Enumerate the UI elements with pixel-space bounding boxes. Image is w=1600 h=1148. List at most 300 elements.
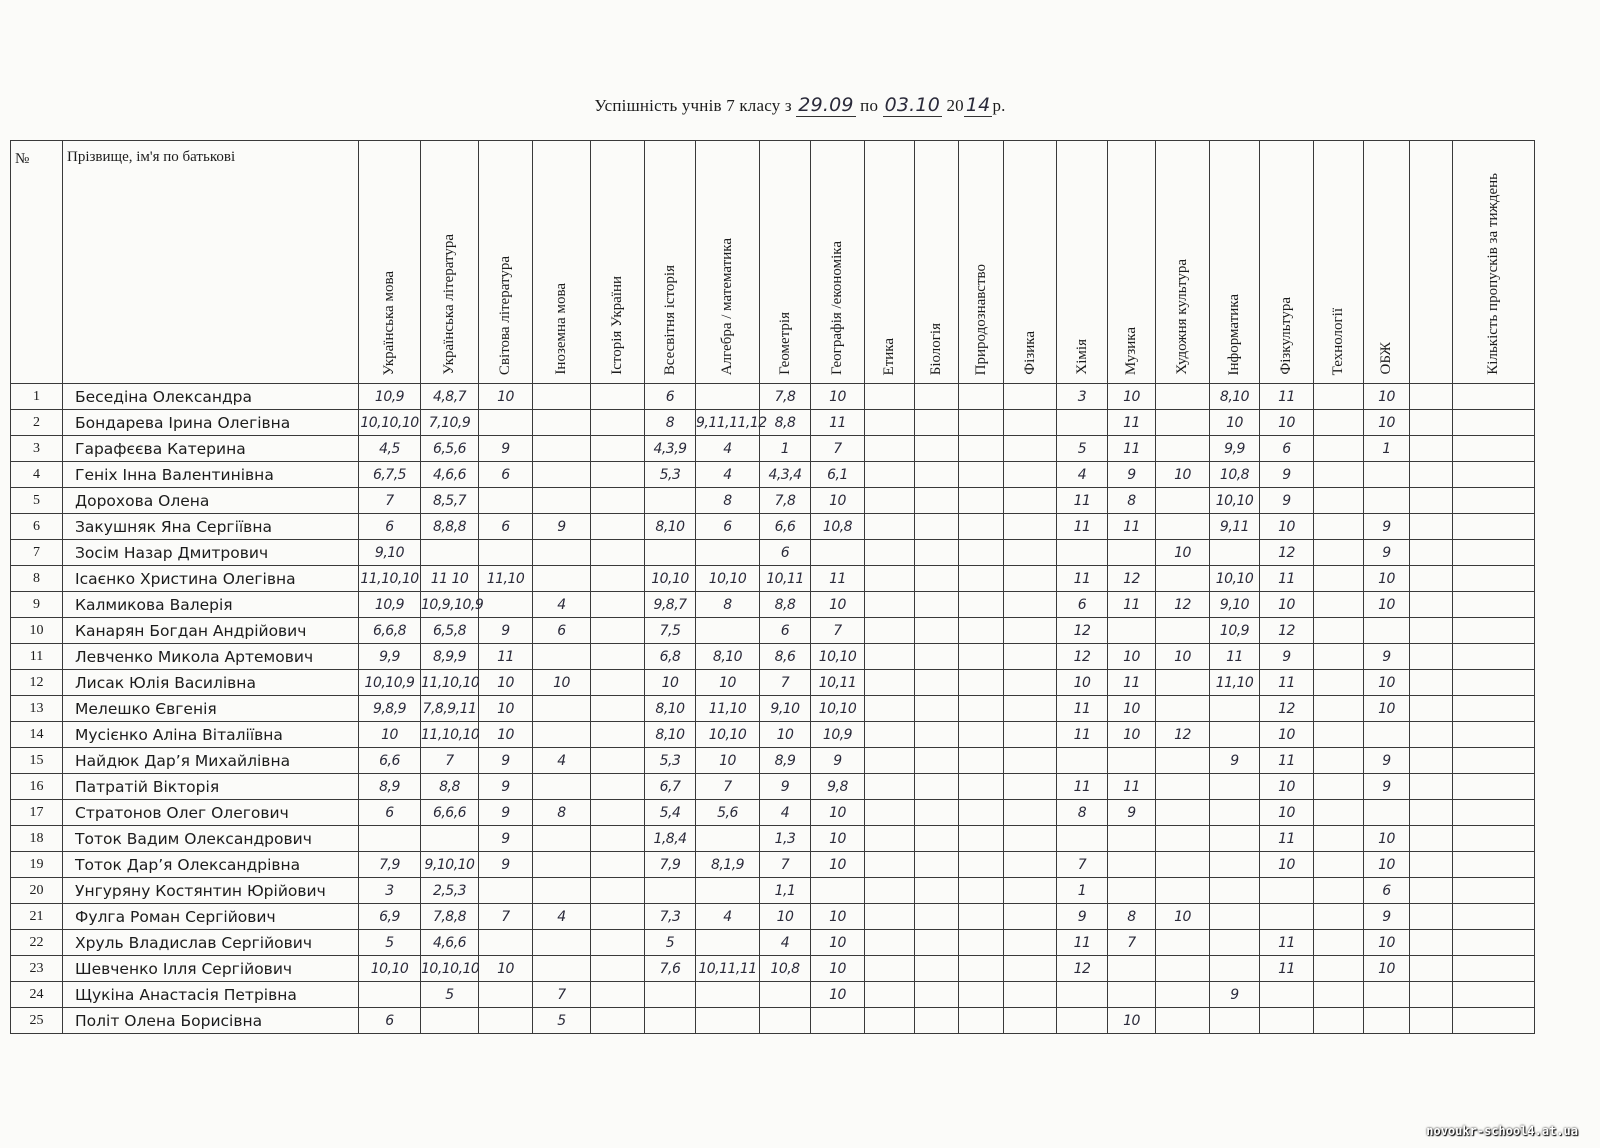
grade-cell — [1004, 670, 1057, 696]
grade-cell: 10,9 — [359, 592, 421, 618]
grade-cell: 8,10 — [645, 696, 696, 722]
grade-cell: 6,5,8 — [421, 618, 479, 644]
grade-cell: 8,10 — [1210, 384, 1260, 410]
grade-cell: 10,10 — [1210, 488, 1260, 514]
grade-cell: 5,3 — [645, 748, 696, 774]
grade-cell — [1453, 592, 1535, 618]
grade-cell — [1108, 956, 1156, 982]
grade-cell — [1453, 670, 1535, 696]
student-name: Закушняк Яна Сергіївна — [63, 514, 359, 540]
grade-cell: 3 — [1057, 384, 1108, 410]
grade-cell — [1410, 488, 1453, 514]
grade-cell: 10 — [811, 982, 865, 1008]
grade-cell — [645, 878, 696, 904]
grade-cell — [1156, 566, 1210, 592]
grade-cell: 10 — [1108, 644, 1156, 670]
grade-cell — [1453, 774, 1535, 800]
grade-cell — [915, 826, 959, 852]
grade-cell: 11,10 — [696, 696, 760, 722]
grade-cell — [865, 826, 915, 852]
grade-cell: 10 — [760, 722, 811, 748]
grade-cell — [1004, 774, 1057, 800]
grade-cell — [1314, 1008, 1364, 1034]
grade-cell — [1453, 696, 1535, 722]
table-row — [11, 826, 1535, 852]
grade-cell — [959, 748, 1004, 774]
grade-cell — [479, 1008, 533, 1034]
grade-cell: 10 — [811, 384, 865, 410]
grade-cell — [1410, 592, 1453, 618]
grade-cell — [533, 644, 591, 670]
grade-cell — [1004, 852, 1057, 878]
grade-cell — [1410, 904, 1453, 930]
grade-cell — [1453, 982, 1535, 1008]
grade-cell — [1314, 670, 1364, 696]
grade-cell — [915, 566, 959, 592]
grade-cell: 11 — [1057, 488, 1108, 514]
subject-header — [1260, 141, 1314, 384]
subject-header — [1156, 141, 1210, 384]
row-number: 6 — [11, 514, 63, 540]
grade-cell: 10 — [479, 956, 533, 982]
grade-cell — [1453, 722, 1535, 748]
grade-cell: 10,10 — [696, 566, 760, 592]
grade-cell: 11 — [1260, 670, 1314, 696]
grade-cell: 11 — [1057, 566, 1108, 592]
grade-cell: 4 — [760, 930, 811, 956]
grade-cell: 10 — [1364, 930, 1410, 956]
grade-cell — [1156, 930, 1210, 956]
grade-cell — [915, 956, 959, 982]
table-row — [11, 462, 1535, 488]
grade-cell: 9 — [760, 774, 811, 800]
grade-cell — [1453, 800, 1535, 826]
subject-header — [915, 141, 959, 384]
student-name: Фулга Роман Сергійович — [63, 904, 359, 930]
grade-cell: 10 — [811, 852, 865, 878]
grade-cell — [1004, 1008, 1057, 1034]
student-name: Патратій Вікторія — [63, 774, 359, 800]
grade-cell: 10 — [1364, 384, 1410, 410]
grade-cell — [696, 618, 760, 644]
grade-cell — [1410, 748, 1453, 774]
grade-cell — [959, 722, 1004, 748]
grade-cell — [1314, 982, 1364, 1008]
grade-cell: 12 — [1260, 618, 1314, 644]
grade-cell — [1410, 670, 1453, 696]
subject-label: Природознавство — [972, 263, 989, 375]
grade-cell — [865, 722, 915, 748]
grade-cell: 8,8,8 — [421, 514, 479, 540]
grade-cell — [1156, 410, 1210, 436]
grade-cell — [421, 540, 479, 566]
grade-cell — [1210, 1008, 1260, 1034]
grade-cell — [1314, 592, 1364, 618]
table-row — [11, 644, 1535, 670]
grade-cell — [1004, 722, 1057, 748]
grade-cell — [1156, 748, 1210, 774]
grade-cell: 7 — [811, 618, 865, 644]
grade-cell — [1004, 800, 1057, 826]
subject-label: Кількість пропусків за тиждень — [1485, 173, 1501, 375]
grade-cell: 9,8,7 — [645, 592, 696, 618]
grade-cell — [1004, 878, 1057, 904]
grade-cell — [959, 982, 1004, 1008]
subject-header — [533, 141, 591, 384]
grade-cell — [1410, 930, 1453, 956]
grade-cell: 7,8 — [760, 384, 811, 410]
grade-cell — [1314, 384, 1364, 410]
grade-cell — [591, 722, 645, 748]
grade-cell: 11 — [1260, 930, 1314, 956]
grade-cell — [959, 878, 1004, 904]
grade-cell — [1410, 566, 1453, 592]
subject-header — [1364, 141, 1410, 384]
grade-cell: 6 — [359, 514, 421, 540]
grade-cell — [696, 384, 760, 410]
row-number: 14 — [11, 722, 63, 748]
grade-cell — [1453, 514, 1535, 540]
grade-cell: 10 — [1108, 722, 1156, 748]
grade-cell — [1410, 722, 1453, 748]
table-row — [11, 930, 1535, 956]
grade-cell — [1410, 644, 1453, 670]
row-number: 13 — [11, 696, 63, 722]
grade-cell — [1314, 696, 1364, 722]
grade-cell — [591, 852, 645, 878]
grade-cell: 4 — [696, 462, 760, 488]
row-number: 16 — [11, 774, 63, 800]
grade-cell: 6 — [696, 514, 760, 540]
grade-cell: 10,10,9 — [359, 670, 421, 696]
student-name: Геніх Інна Валентинівна — [63, 462, 359, 488]
grade-cell: 11 — [1108, 436, 1156, 462]
grade-cell — [959, 852, 1004, 878]
grade-cell — [1410, 878, 1453, 904]
grade-cell — [696, 540, 760, 566]
grade-cell: 4,6,6 — [421, 930, 479, 956]
grade-cell: 10,8 — [760, 956, 811, 982]
grade-cell: 6,1 — [811, 462, 865, 488]
grade-cell — [1364, 982, 1410, 1008]
table-row — [11, 540, 1535, 566]
table-row — [11, 878, 1535, 904]
grade-cell: 8,8 — [760, 410, 811, 436]
grade-cell: 6 — [533, 618, 591, 644]
grade-cell — [1156, 1008, 1210, 1034]
grade-cell: 8 — [1108, 904, 1156, 930]
grade-cell — [1004, 904, 1057, 930]
subject-header — [959, 141, 1004, 384]
grade-cell — [915, 852, 959, 878]
grade-cell: 10 — [1260, 514, 1314, 540]
grade-cell: 8,10 — [645, 514, 696, 540]
grade-cell — [1156, 800, 1210, 826]
grade-cell — [1004, 644, 1057, 670]
grade-cell — [915, 722, 959, 748]
grade-cell — [1210, 540, 1260, 566]
grade-cell — [915, 540, 959, 566]
grade-cell: 10 — [811, 592, 865, 618]
grade-cell — [1410, 540, 1453, 566]
grade-cell — [1314, 644, 1364, 670]
grade-cell: 9 — [1260, 644, 1314, 670]
grade-cell — [1057, 540, 1108, 566]
grade-cell — [865, 540, 915, 566]
grade-cell — [959, 436, 1004, 462]
grade-cell — [1410, 1008, 1453, 1034]
grade-cell — [1108, 982, 1156, 1008]
grade-cell: 10 — [1260, 410, 1314, 436]
grade-cell — [1453, 930, 1535, 956]
grade-cell: 5,4 — [645, 800, 696, 826]
row-number: 4 — [11, 462, 63, 488]
grade-cell: 9 — [1364, 514, 1410, 540]
grade-cell — [1453, 410, 1535, 436]
grade-cell: 8 — [696, 488, 760, 514]
grade-cell — [1314, 488, 1364, 514]
grade-cell — [865, 514, 915, 540]
table-row — [11, 514, 1535, 540]
grade-cell — [533, 878, 591, 904]
row-number: 1 — [11, 384, 63, 410]
grade-cell — [591, 956, 645, 982]
grade-cell — [1004, 826, 1057, 852]
grade-cell: 11 — [1057, 514, 1108, 540]
grade-cell: 11 10 — [421, 566, 479, 592]
row-number: 5 — [11, 488, 63, 514]
grade-cell — [915, 696, 959, 722]
grade-cell — [865, 696, 915, 722]
grade-cell — [1453, 852, 1535, 878]
grade-cell — [533, 722, 591, 748]
grade-cell — [696, 1008, 760, 1034]
grade-cell: 8,9,9 — [421, 644, 479, 670]
grade-cell — [533, 826, 591, 852]
grade-cell: 11 — [1260, 956, 1314, 982]
grade-cell: 12 — [1156, 722, 1210, 748]
grade-cell — [959, 410, 1004, 436]
grade-cell — [591, 696, 645, 722]
subject-header — [421, 141, 479, 384]
grade-cell: 11 — [1057, 722, 1108, 748]
grade-cell — [1004, 566, 1057, 592]
student-name: Тоток Вадим Олександрович — [63, 826, 359, 852]
grade-cell — [479, 410, 533, 436]
grade-cell — [1108, 618, 1156, 644]
grade-cell — [1364, 800, 1410, 826]
header-row — [11, 141, 1535, 384]
grade-cell: 9 — [479, 774, 533, 800]
grade-cell — [915, 930, 959, 956]
grade-cell — [1156, 878, 1210, 904]
row-number: 25 — [11, 1008, 63, 1034]
grade-cell — [479, 540, 533, 566]
subject-label: Музика — [1123, 326, 1139, 375]
grade-cell: 8 — [533, 800, 591, 826]
grade-cell — [1260, 1008, 1314, 1034]
student-name: Гарафєєва Катерина — [63, 436, 359, 462]
grade-cell: 8,9 — [359, 774, 421, 800]
grade-cell: 10,10 — [1210, 566, 1260, 592]
grade-cell: 10 — [811, 800, 865, 826]
grade-cell — [1453, 462, 1535, 488]
grade-cell — [421, 826, 479, 852]
grade-cell — [645, 1008, 696, 1034]
grade-cell — [479, 592, 533, 618]
grade-cell — [959, 540, 1004, 566]
grade-cell — [865, 800, 915, 826]
student-name: Політ Олена Борисівна — [63, 1008, 359, 1034]
grade-cell — [915, 800, 959, 826]
subject-header — [696, 141, 760, 384]
table-row — [11, 670, 1535, 696]
grade-cell: 10,11 — [811, 670, 865, 696]
grade-cell: 6 — [1364, 878, 1410, 904]
subject-label: Художня культура — [1174, 259, 1190, 375]
grade-cell: 10 — [1108, 1008, 1156, 1034]
grade-cell — [1210, 852, 1260, 878]
grade-cell: 9 — [1108, 800, 1156, 826]
table-row — [11, 592, 1535, 618]
grade-cell: 10 — [1210, 410, 1260, 436]
grade-cell: 1,8,4 — [645, 826, 696, 852]
grade-cell — [865, 462, 915, 488]
grade-cell — [959, 826, 1004, 852]
subject-label: Алгебра / математика — [719, 237, 735, 375]
grade-cell: 11 — [1108, 514, 1156, 540]
year-prefix: 20 — [946, 96, 964, 115]
subject-header — [359, 141, 421, 384]
grade-cell — [533, 696, 591, 722]
row-number: 17 — [11, 800, 63, 826]
grade-cell — [865, 956, 915, 982]
grade-cell: 4,6,6 — [421, 462, 479, 488]
table-row — [11, 748, 1535, 774]
grade-cell: 12 — [1260, 540, 1314, 566]
subject-label: Фізкультура — [1278, 297, 1294, 375]
subject-label: Історія України — [609, 276, 625, 375]
subject-label: Біологія — [928, 322, 944, 375]
grade-cell: 5 — [421, 982, 479, 1008]
grade-cell: 8,5,7 — [421, 488, 479, 514]
grade-cell — [1453, 566, 1535, 592]
grade-cell: 7,10,9 — [421, 410, 479, 436]
grade-cell — [959, 592, 1004, 618]
table-row — [11, 904, 1535, 930]
grade-cell: 7 — [1057, 852, 1108, 878]
grade-cell — [1410, 774, 1453, 800]
grade-cell: 10 — [479, 696, 533, 722]
grade-cell — [645, 982, 696, 1008]
grade-cell: 10 — [811, 930, 865, 956]
grade-cell — [533, 930, 591, 956]
grade-cell: 11 — [811, 410, 865, 436]
grade-cell — [1314, 826, 1364, 852]
grade-cell: 12 — [1057, 644, 1108, 670]
grade-cell: 4,5 — [359, 436, 421, 462]
grade-cell — [591, 592, 645, 618]
grade-cell — [1004, 618, 1057, 644]
grade-cell: 10 — [1260, 774, 1314, 800]
grade-cell: 8,9 — [760, 748, 811, 774]
grade-cell: 9,10,10 — [421, 852, 479, 878]
student-name: Шевченко Ілля Сергійович — [63, 956, 359, 982]
grade-cell: 8 — [645, 410, 696, 436]
grade-cell: 7 — [533, 982, 591, 1008]
grade-cell: 10,10 — [696, 722, 760, 748]
student-name: Мусієнко Аліна Віталіївна — [63, 722, 359, 748]
student-name: Найдюк Дар’я Михайлівна — [63, 748, 359, 774]
grade-cell — [591, 410, 645, 436]
subject-header — [1314, 141, 1364, 384]
grade-cell: 7 — [479, 904, 533, 930]
grade-cell: 6 — [760, 618, 811, 644]
subject-header — [479, 141, 533, 384]
grade-cell: 9 — [479, 826, 533, 852]
row-number: 9 — [11, 592, 63, 618]
grade-cell: 10 — [696, 748, 760, 774]
grade-cell: 6 — [359, 1008, 421, 1034]
table-row — [11, 696, 1535, 722]
grade-cell — [1156, 514, 1210, 540]
grade-cell: 10,10,10 — [359, 410, 421, 436]
grade-cell — [915, 904, 959, 930]
grade-cell — [865, 488, 915, 514]
grade-cell — [1004, 384, 1057, 410]
grade-cell: 11 — [1210, 644, 1260, 670]
grade-cell — [1004, 410, 1057, 436]
grade-cell: 11 — [1057, 774, 1108, 800]
grade-cell: 11 — [1057, 696, 1108, 722]
grade-cell — [1260, 982, 1314, 1008]
date-to: 03.10 — [884, 94, 940, 116]
grade-cell — [865, 618, 915, 644]
grade-cell: 10 — [479, 670, 533, 696]
grade-cell — [1453, 1008, 1535, 1034]
grade-cell: 7 — [696, 774, 760, 800]
grade-cell — [1260, 904, 1314, 930]
grade-cell — [865, 774, 915, 800]
grade-cell: 6,6 — [359, 748, 421, 774]
table-row — [11, 852, 1535, 878]
grade-cell: 9,11 — [1210, 514, 1260, 540]
grade-cell — [359, 826, 421, 852]
grade-cell — [1453, 878, 1535, 904]
grade-cell — [1057, 410, 1108, 436]
grade-cell — [959, 462, 1004, 488]
grade-cell: 10 — [1364, 826, 1410, 852]
grade-cell: 10 — [811, 488, 865, 514]
grade-cell: 1,3 — [760, 826, 811, 852]
grade-cell — [533, 566, 591, 592]
grade-cell — [865, 904, 915, 930]
subject-label: Інформатика — [1226, 293, 1242, 375]
student-name: Бондарева Ірина Олегівна — [63, 410, 359, 436]
grade-cell: 8 — [696, 592, 760, 618]
grade-cell: 9,11,11,12 — [696, 410, 760, 436]
grade-cell — [1410, 618, 1453, 644]
grade-cell: 9,10 — [760, 696, 811, 722]
grade-cell — [1314, 436, 1364, 462]
subject-header — [1453, 141, 1535, 384]
grade-cell — [1210, 930, 1260, 956]
grade-cell: 10 — [1364, 592, 1410, 618]
grade-cell — [1210, 826, 1260, 852]
table-row — [11, 488, 1535, 514]
grade-cell — [865, 592, 915, 618]
grade-cell: 4 — [533, 904, 591, 930]
